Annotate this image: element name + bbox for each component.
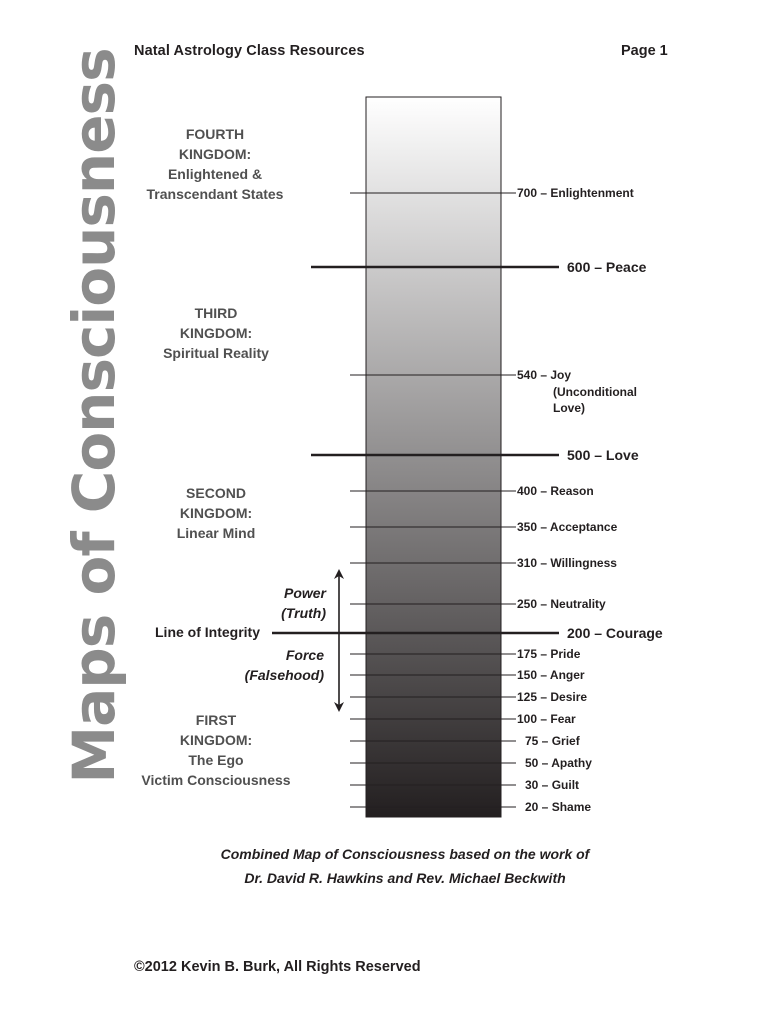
level-label: 75 – Grief [525, 734, 580, 748]
kingdom-line: Victim Consciousness [141, 772, 291, 788]
level-label: 400 – Reason [517, 484, 594, 498]
kingdom-line: SECOND [186, 485, 246, 501]
level-label: 500 – Love [567, 447, 639, 463]
level-label: 30 – Guilt [525, 778, 580, 792]
power-word: Power [283, 585, 326, 601]
level-label: 100 – Fear [517, 712, 576, 726]
truth-word: (Truth) [281, 605, 326, 621]
force-label [245, 645, 324, 685]
line-of-integrity-label: Line of Integrity [155, 624, 260, 640]
level-label: 125 – Desire [517, 690, 588, 704]
kingdom-line: Enlightened & [167, 166, 263, 182]
level-label: 200 – Courage [567, 625, 663, 641]
kingdom-line: Transcendant States [146, 186, 284, 202]
level-label: 310 – Willingness [517, 556, 617, 570]
kingdom-line: KINGDOM: [179, 732, 253, 748]
level-label: 540 – Joy [517, 368, 572, 382]
caption-line-2: Dr. David R. Hawkins and Rev. Michael Beckwith [244, 870, 566, 886]
level-label: 20 – Shame [525, 800, 592, 814]
level-label: 50 – Apathy [525, 756, 592, 770]
level-label: 175 – Pride [517, 647, 581, 661]
falsehood-word: (Falsehood) [244, 667, 324, 683]
kingdom-line: FOURTH [185, 126, 245, 142]
kingdom-line: KINGDOM: [179, 325, 253, 341]
level-label: 250 – Neutrality [517, 597, 606, 611]
kingdom-line: KINGDOM: [179, 505, 253, 521]
power-label [281, 583, 326, 623]
level-label: 700 – Enlightenment [517, 186, 634, 200]
level-sub-label: Love) [553, 401, 586, 415]
level-label: 600 – Peace [567, 259, 647, 275]
caption-line-1: Combined Map of Consciousness based on the work of [220, 846, 590, 862]
copyright: ©2012 Kevin B. Burk, All Rights Reserved [134, 959, 421, 975]
page-number: Page 1 [621, 43, 668, 59]
level-label: 350 – Acceptance [517, 520, 618, 534]
kingdom-line: FIRST [195, 712, 237, 728]
kingdom-line: KINGDOM: [178, 146, 252, 162]
level-label: 150 – Anger [517, 668, 585, 682]
kingdom-line: THIRD [194, 305, 238, 321]
force-word: Force [285, 647, 324, 663]
side-title: Maps of Consciousness [60, 48, 128, 784]
header-title: Natal Astrology Class Resources [134, 43, 365, 59]
kingdom-line: The Ego [188, 752, 244, 768]
kingdom-line: Linear Mind [176, 525, 256, 541]
scale-bar [366, 97, 501, 817]
level-sub-label: (Unconditional [553, 385, 637, 399]
kingdom-line: Spiritual Reality [163, 345, 269, 361]
